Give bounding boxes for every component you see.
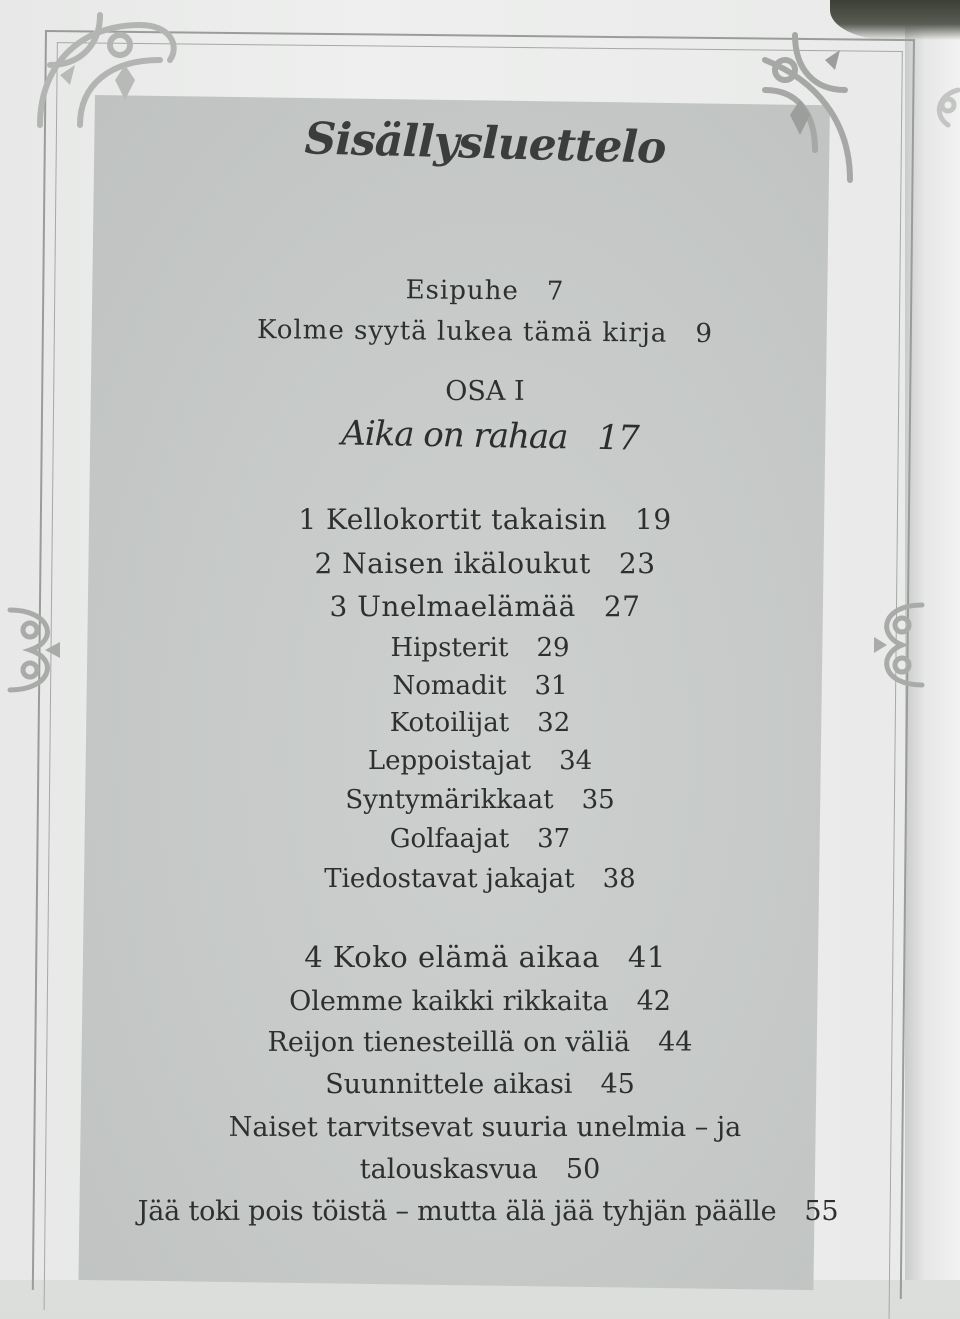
toc-entry-page: 41 bbox=[627, 940, 666, 974]
toc-entry-label: Reijon tienesteillä on väliä bbox=[267, 1027, 631, 1058]
toc-entry-page: 35 bbox=[581, 785, 615, 815]
toc-entry-page: 31 bbox=[534, 671, 568, 701]
toc-entry-label: 1 Kellokortit takaisin bbox=[298, 503, 608, 536]
part-title bbox=[340, 413, 641, 458]
toc-entry-label: Olemme kaikki rikkaita bbox=[289, 986, 609, 1017]
toc-entry-page: 9 bbox=[695, 318, 714, 349]
toc-entry-label: 2 Naisen ikäloukut bbox=[314, 547, 591, 580]
toc-entry-label: 4 Koko elämä aikaa bbox=[304, 940, 600, 974]
toc-subentry bbox=[0, 785, 960, 815]
toc-entry-page: 38 bbox=[602, 864, 636, 894]
toc-entry-label: Leppoistajat bbox=[367, 746, 532, 776]
toc-subentry bbox=[5, 1112, 960, 1143]
toc-entry-page: 29 bbox=[536, 633, 570, 663]
toc-subentry bbox=[0, 824, 960, 854]
toc-chapter bbox=[5, 547, 960, 580]
toc-subentry bbox=[0, 1069, 960, 1100]
toc-entry-label: Jää toki pois töistä – mutta älä jää tyhjän päälle bbox=[137, 1196, 777, 1227]
toc-entry-page: 27 bbox=[603, 590, 641, 623]
toc-entry-page: 45 bbox=[600, 1069, 635, 1100]
toc-entry bbox=[5, 272, 960, 310]
toc-entry-page: 32 bbox=[537, 708, 571, 738]
toc-entry-page: 34 bbox=[559, 746, 593, 776]
toc-entry-page: 42 bbox=[636, 986, 671, 1017]
toc-subentry bbox=[0, 671, 960, 701]
toc-subentry bbox=[0, 1027, 960, 1058]
toc-entry-page: 44 bbox=[658, 1027, 693, 1058]
toc-entry-label: Kotoilijat bbox=[389, 708, 510, 738]
toc-entry bbox=[5, 313, 960, 351]
toc-subentry bbox=[0, 864, 960, 894]
toc-title: Sisällysluettelo bbox=[303, 113, 667, 174]
toc-chapter bbox=[5, 503, 960, 536]
toc-subentry bbox=[0, 1154, 960, 1185]
toc-entry-label: 3 Unelmaelämää bbox=[329, 590, 576, 623]
toc-subentry bbox=[0, 746, 960, 776]
toc-entry-label: Nomadit bbox=[392, 671, 507, 701]
toc-entry-label: Kolme syytä lukea tämä kirja bbox=[256, 315, 668, 349]
toc-entry-label: Esipuhe bbox=[405, 275, 519, 307]
toc-chapter bbox=[5, 940, 960, 974]
toc-entry-label: Hipsterit bbox=[390, 633, 509, 663]
toc-entry-page: 19 bbox=[635, 503, 672, 536]
toc-entry-label: Naiset tarvitsevat suuria unelmia – ja bbox=[228, 1112, 742, 1143]
toc-entry-page: 55 bbox=[804, 1196, 839, 1227]
toc-subentry bbox=[0, 633, 960, 663]
toc-entry-label: Syntymärikkaat bbox=[345, 785, 554, 815]
toc-entry-label: Suunnittele aikasi bbox=[325, 1069, 573, 1100]
part-title-text: Aika on rahaa bbox=[340, 413, 568, 458]
toc-entry-page: 7 bbox=[546, 276, 565, 307]
part-label: OSA I bbox=[445, 376, 525, 407]
toc-entry-label: talouskasvua bbox=[359, 1154, 538, 1185]
toc-entry-page: 50 bbox=[565, 1154, 601, 1185]
toc-chapter bbox=[5, 590, 960, 623]
part-title-page: 17 bbox=[597, 417, 640, 459]
toc-entry-page: 23 bbox=[618, 547, 656, 580]
toc-entry-label: Golfaajat bbox=[389, 824, 510, 854]
toc-subentry bbox=[0, 986, 960, 1017]
toc-entry-page: 37 bbox=[537, 824, 571, 854]
toc-subentry bbox=[8, 1196, 960, 1227]
toc-entry-label: Tiedostavat jakajat bbox=[324, 864, 575, 894]
toc-subentry bbox=[0, 708, 960, 738]
